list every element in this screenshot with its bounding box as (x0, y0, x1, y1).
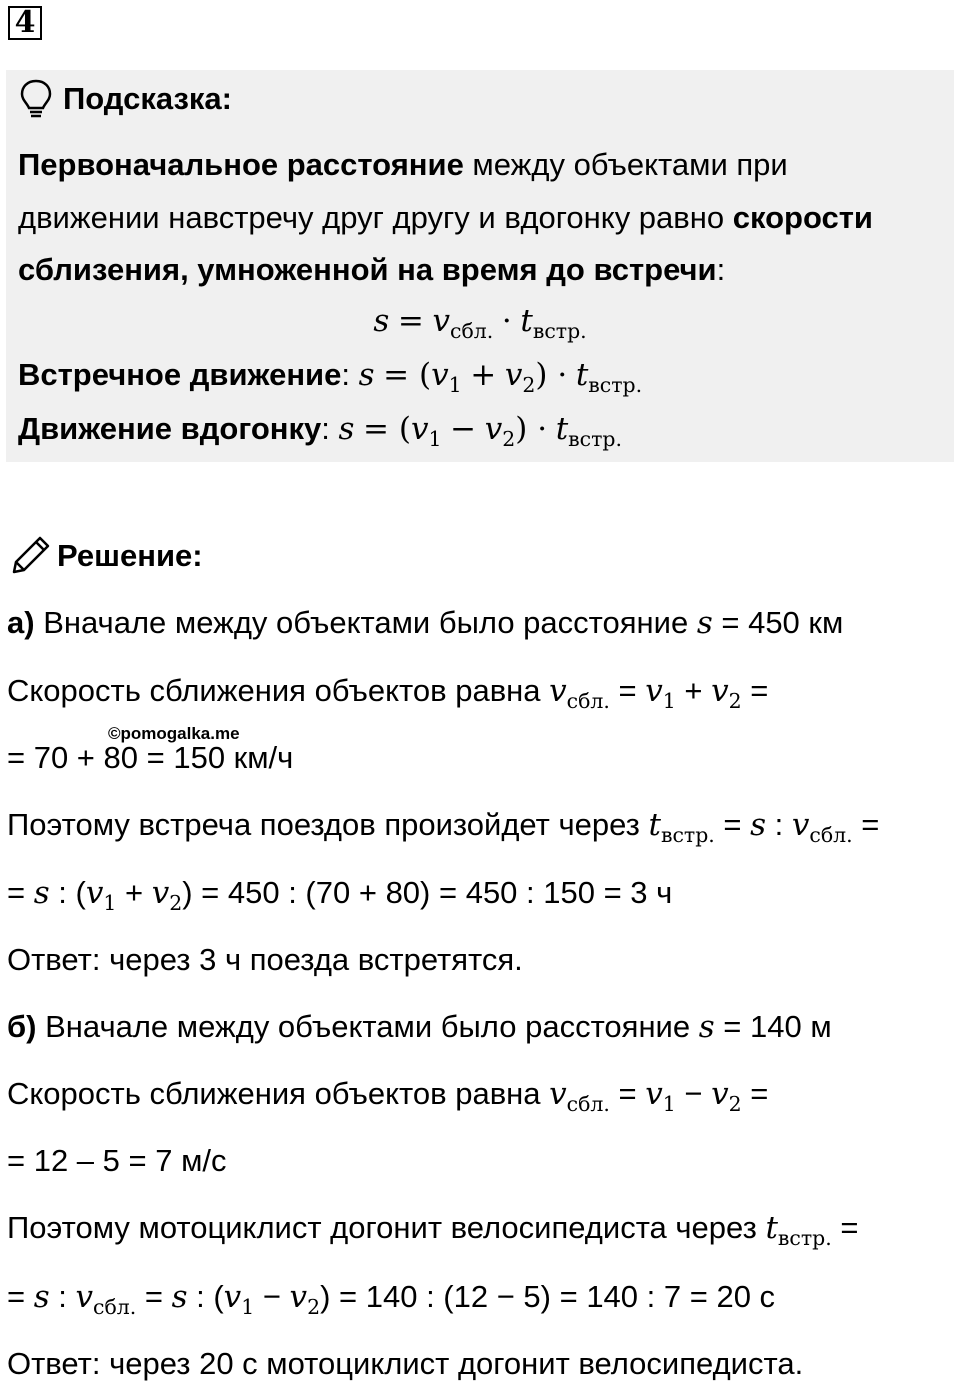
formula-general: $s = v_{сбл.} \cdot t_{встр.}$ (373, 303, 587, 344)
b-line-2: Скорость сближения объектов равна $v_{сбл.} = v_1 - v_2$ = (7, 1076, 769, 1117)
pencil-icon (10, 534, 52, 576)
a-line-2: Скорость сближения объектов равна $v_{сбл.} = v_1 + v_2$ = (7, 673, 769, 714)
formula-chase: Движение вдогонку: $s = (v_1 - v_2) \cdot t_{встр.}$ (18, 411, 622, 452)
b-line-4: Поэтому мотоциклист догонит велосипедиста через $t_{встр.}$ = (7, 1210, 859, 1251)
a-line-3: = 70 + 80 = 150 км/ч (7, 740, 294, 775)
b-line-1: б) Вначале между объектами было расстояние s = 140 м (7, 1009, 832, 1045)
b-answer: Ответ: через 20 с мотоциклист догонит велосипедиста. (7, 1346, 804, 1381)
hint-title: Подсказка: (63, 81, 232, 116)
b-line-5: = s : $v_{сбл.} = s$ : $(v_1 - v_2) = 140$ : (12 − 5) = 140 : 7 = 20 с (7, 1279, 776, 1320)
solution-title: Решение: (57, 538, 203, 573)
a-answer: Ответ: через 3 ч поезда встретятся. (7, 942, 523, 977)
a-line-1: а) Вначале между объектами было расстояние s = 450 км (7, 605, 844, 641)
problem-number: 4 (8, 6, 42, 40)
b-line-3: = 12 – 5 = 7 м/с (7, 1143, 227, 1178)
formula-meeting: Встречное движение: $s = (v_1 + v_2) \cdot t_{встр.}$ (18, 357, 643, 398)
hint-line-2: движении навстречу друг другу и вдогонку равно скорости (18, 200, 873, 235)
hint-line-1: Первоначальное расстояние между объектами при (18, 147, 788, 182)
watermark: ©pomogalka.me (108, 724, 240, 743)
hint-line-3: сблизения, умноженной на время до встречи: (18, 252, 726, 287)
a-line-5: = s : $(v_1 + v_2) = 450$ : (70 + 80) = 450 : 150 = 3 ч (7, 875, 673, 916)
a-line-4: Поэтому встреча поездов произойдет через $t_{встр.} = s$ : $v_{сбл.}$ = (7, 807, 880, 848)
lightbulb-icon (18, 78, 54, 120)
